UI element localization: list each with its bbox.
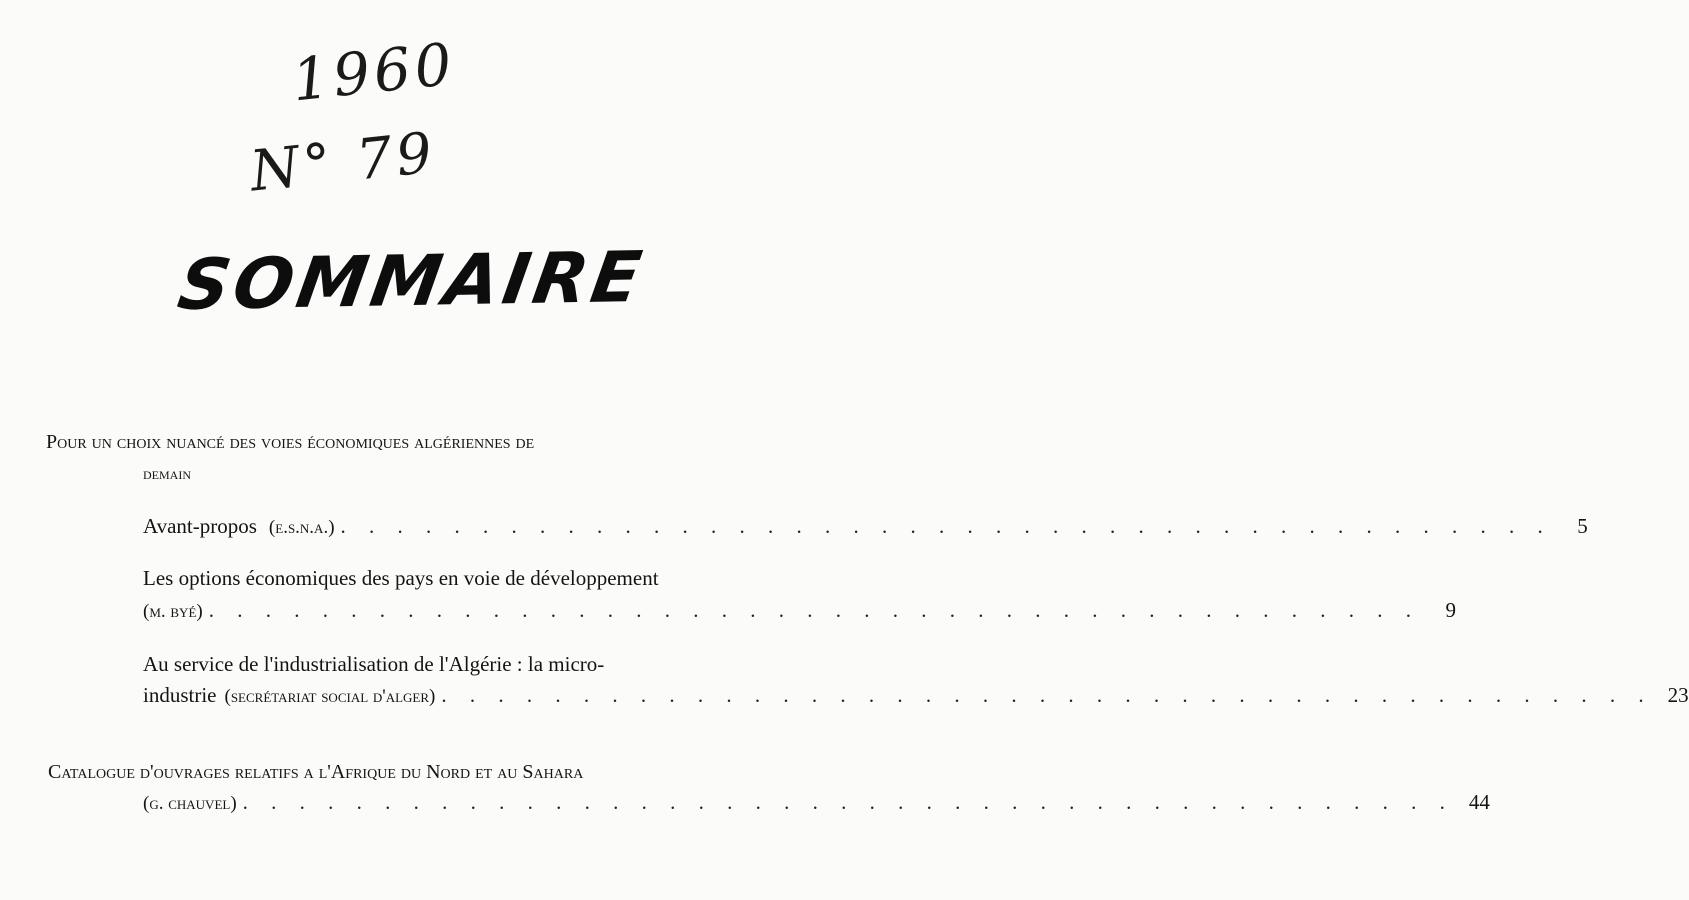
dot-leader: . . . . . . . . . . . . . . . . . . . . . . . . . . . . . . . . . . . . . . . . . . .	[441, 683, 1653, 707]
page-number: 23	[1667, 683, 1689, 707]
page-number: 9	[1445, 598, 1456, 622]
dot-leader: . . . . . . . . . . . . . . . . . . . . . . . . . . . . . . . . . . . . . . . . . . .	[208, 598, 1420, 622]
entry-title-continued: industrie	[143, 683, 217, 707]
toc-entry-catalogue[interactable]	[143, 790, 1490, 816]
section-1-title-line-1: Pour un choix nuancé des voies économiques algériennes de	[46, 431, 535, 453]
handwritten-issue-number: N° 79	[247, 120, 439, 205]
entry-author: (m. byé)	[143, 601, 203, 622]
entry-author: (e.s.n.a.)	[268, 517, 335, 538]
toc-entry-industrialisation-title: Au service de l'industrialisation de l'Algérie : la micro-	[143, 652, 605, 676]
section-2-title: Catalogue d'ouvrages relatifs a l'Afrique du Nord et au Sahara	[48, 761, 584, 783]
entry-author: (secrétariat social d'alger)	[224, 686, 436, 707]
dot-leader: . . . . . . . . . . . . . . . . . . . . . . . . . . . . . . . . . . . . . . . . . . .	[340, 514, 1552, 538]
handwritten-year: 1960	[288, 29, 459, 115]
entry-title: Avant-propos	[143, 514, 257, 538]
toc-entry-avant-propos[interactable]	[143, 514, 1588, 540]
section-1-title-line-2: demain	[143, 464, 191, 483]
toc-entry-options[interactable]	[143, 598, 1456, 624]
page-number: 5	[1577, 514, 1588, 538]
entry-author: (g. chauvel)	[143, 793, 237, 814]
dot-leader: . . . . . . . . . . . . . . . . . . . . . . . . . . . . . . . . . . . . . . . . . . .	[242, 790, 1454, 814]
page-number: 44	[1468, 790, 1490, 814]
page-title: SOMMAIRE	[172, 235, 651, 327]
toc-entry-options-title: Les options économiques des pays en voie de développement	[143, 566, 659, 590]
toc-entry-industrialisation[interactable]	[143, 683, 1689, 709]
